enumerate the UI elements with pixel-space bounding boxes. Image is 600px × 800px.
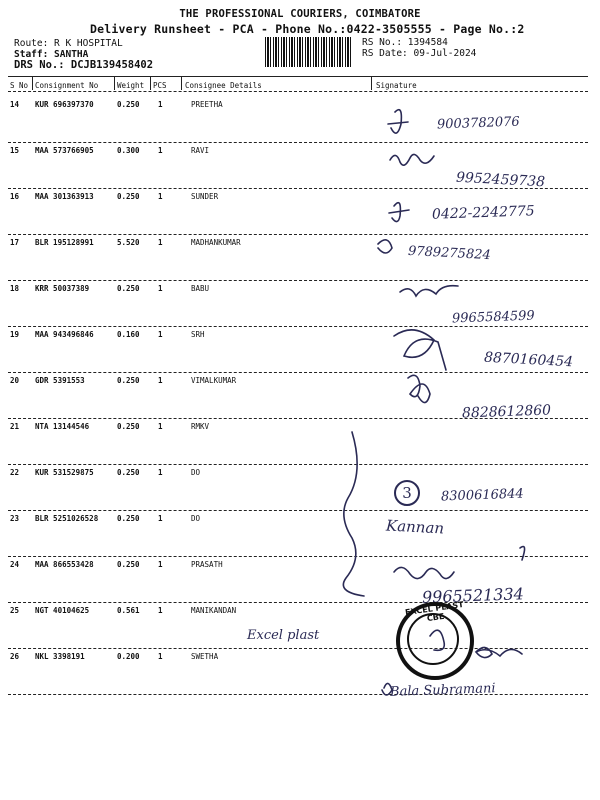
- row-pcs: 1: [158, 330, 163, 339]
- row-sno: 16: [10, 192, 20, 201]
- col-divider: [181, 76, 182, 90]
- row-weight: 0.250: [117, 376, 140, 385]
- row-consignment-no: BLR 195128991: [35, 238, 94, 247]
- row-signature: 9965584599: [451, 308, 535, 327]
- row-separator: [8, 694, 588, 695]
- col-header-consignment: Consignment No: [35, 81, 99, 90]
- row-sno: 25: [10, 606, 20, 615]
- row-sno: 24: [10, 560, 20, 569]
- row-separator: [8, 188, 588, 189]
- col-header-pcs: PCS: [153, 81, 167, 90]
- row-sno: 17: [10, 238, 20, 247]
- row-weight: 0.561: [117, 606, 140, 615]
- row-signature: 9003782076: [436, 114, 520, 133]
- col-divider: [114, 76, 115, 90]
- row-signature: Bala Subramani: [389, 681, 496, 700]
- row-consignment-no: MAA 866553428: [35, 560, 94, 569]
- row-signature: 9952459738: [455, 169, 546, 191]
- row-sno: 20: [10, 376, 20, 385]
- staff-label: Staff: SANTHA: [14, 49, 89, 60]
- row-consignment-no: KUR 531529875: [35, 468, 94, 477]
- row-consignee: SRH: [191, 330, 205, 339]
- row-consignee: SWETHA: [191, 652, 219, 661]
- barcode: [265, 37, 353, 67]
- col-header-signature: Signature: [376, 81, 417, 90]
- row-consignee: DO: [191, 514, 201, 523]
- row-pcs: 1: [158, 284, 163, 293]
- row-pcs: 1: [158, 146, 163, 155]
- stamp-text: EXCEL PLAST CBE: [404, 599, 465, 624]
- col-header-consignee: Consignee Details: [185, 81, 262, 90]
- row-pcs: 1: [158, 238, 163, 247]
- row-weight: 5.520: [117, 238, 140, 247]
- col-divider: [150, 76, 151, 90]
- row-consignee: RMKV: [191, 422, 210, 431]
- col-header-weight: Weight: [117, 81, 145, 90]
- row-sno: 26: [10, 652, 20, 661]
- row-separator: [8, 372, 588, 373]
- row-sno: 21: [10, 422, 20, 431]
- handwritten-excel-plast: Excel plast: [247, 628, 320, 643]
- row-signature: Kannan: [385, 516, 445, 538]
- row-sno: 14: [10, 100, 20, 109]
- row-signature: 9789275824: [407, 243, 492, 264]
- row-weight: 0.200: [117, 652, 140, 661]
- route-label: Route: R K HOSPITAL: [14, 38, 123, 49]
- col-divider: [32, 76, 33, 90]
- row-sno: 22: [10, 468, 20, 477]
- row-signature: 8828612860: [461, 402, 552, 422]
- row-consignment-no: NTA 13144546: [35, 422, 90, 431]
- row-pcs: 1: [158, 100, 163, 109]
- row-weight: 0.250: [117, 284, 140, 293]
- row-weight: 0.250: [117, 560, 140, 569]
- row-sno: 23: [10, 514, 20, 523]
- col-divider: [371, 76, 372, 90]
- row-consignment-no: KRR 50037389: [35, 284, 90, 293]
- row-pcs: 1: [158, 514, 163, 523]
- row-separator: [8, 234, 588, 235]
- row-signature: 8870160454: [483, 349, 574, 371]
- row-weight: 0.300: [117, 146, 140, 155]
- row-pcs: 1: [158, 192, 163, 201]
- row-pcs: 1: [158, 560, 163, 569]
- row-separator: [8, 142, 588, 143]
- row-weight: 0.250: [117, 192, 140, 201]
- row-pcs: 1: [158, 422, 163, 431]
- row-consignment-no: BLR 5251026528: [35, 514, 99, 523]
- row-consignee: MANIKANDAN: [191, 606, 237, 615]
- row-pcs: 1: [158, 652, 163, 661]
- row-signature: 9965521334: [421, 584, 525, 607]
- row-consignee: BABU: [191, 284, 210, 293]
- row-consignment-no: NKL 3398191: [35, 652, 85, 661]
- row-pcs: 1: [158, 468, 163, 477]
- circled-number: 3: [394, 480, 420, 506]
- row-consignment-no: NGT 40104625: [35, 606, 90, 615]
- company-stamp: [396, 599, 474, 680]
- row-weight: 0.250: [117, 422, 140, 431]
- row-separator: [8, 510, 588, 511]
- row-sno: 15: [10, 146, 20, 155]
- row-pcs: 1: [158, 376, 163, 385]
- col-header-sno: S No: [10, 81, 29, 90]
- row-consignee: VIMALKUMAR: [191, 376, 237, 385]
- row-consignment-no: MAA 301363913: [35, 192, 94, 201]
- row-signature: 8300616844: [440, 486, 524, 505]
- row-consignee: DO: [191, 468, 201, 477]
- row-consignment-no: KUR 696397370: [35, 100, 94, 109]
- row-separator: [8, 648, 588, 649]
- row-sno: 19: [10, 330, 20, 339]
- runsheet-subtitle: Delivery Runsheet - PCA - Phone No.:0422-3505555 - Page No.:2: [90, 22, 525, 36]
- row-separator: [8, 326, 588, 327]
- row-separator: [8, 464, 588, 465]
- row-consignment-no: MAA 573766905: [35, 146, 94, 155]
- row-consignee: PREETHA: [191, 100, 223, 109]
- drs-number: DRS No.: DCJB139458402: [14, 59, 154, 71]
- header-bottom-rule: [8, 91, 588, 92]
- row-weight: 0.250: [117, 468, 140, 477]
- row-separator: [8, 280, 588, 281]
- row-signature: 0422-2242775: [431, 203, 535, 223]
- rs-date: RS Date: 09-Jul-2024: [362, 48, 477, 59]
- company-title: THE PROFESSIONAL COURIERS, COIMBATORE: [179, 8, 421, 20]
- rs-number: RS No.: 1394584: [362, 37, 448, 48]
- row-consignment-no: GDR 5391553: [35, 376, 85, 385]
- row-weight: 0.250: [117, 514, 140, 523]
- row-separator: [8, 556, 588, 557]
- row-consignee: MADHANKUMAR: [191, 238, 241, 247]
- row-consignee: SUNDER: [191, 192, 219, 201]
- row-consignee: RAVI: [191, 146, 210, 155]
- row-sno: 18: [10, 284, 20, 293]
- header-top-rule: [8, 76, 588, 77]
- row-consignee: PRASATH: [191, 560, 223, 569]
- row-pcs: 1: [158, 606, 163, 615]
- row-weight: 0.160: [117, 330, 140, 339]
- row-consignment-no: MAA 943496846: [35, 330, 94, 339]
- row-weight: 0.250: [117, 100, 140, 109]
